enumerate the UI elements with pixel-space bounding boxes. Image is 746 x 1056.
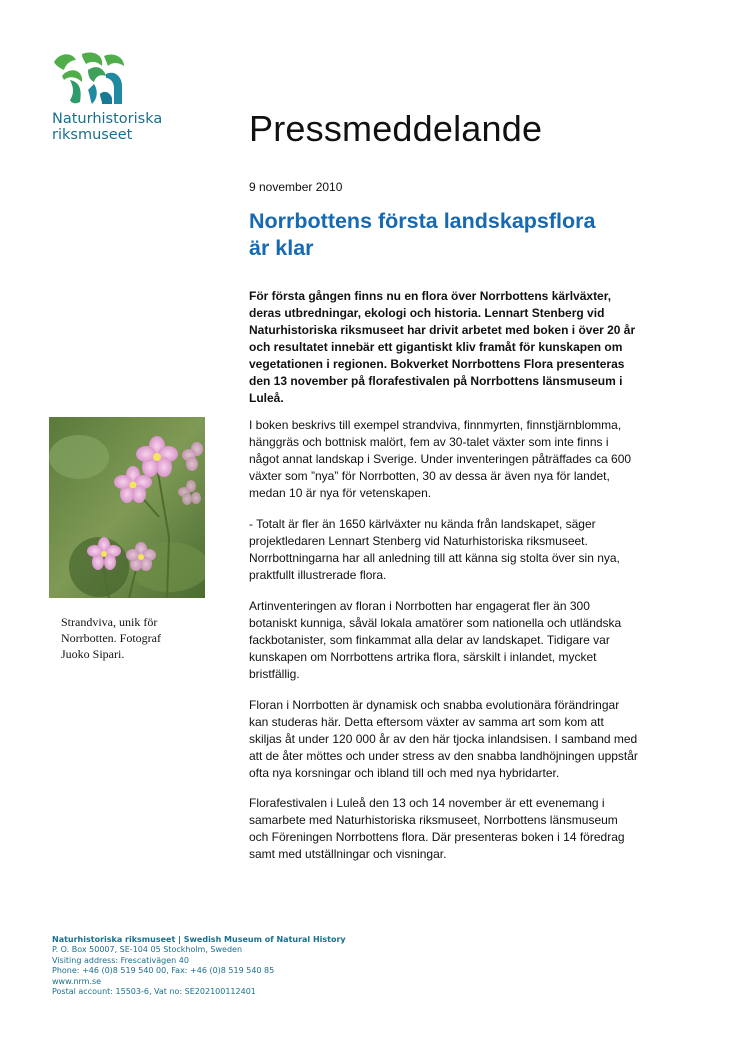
text-line: bristfällig. [249,667,300,681]
text-line: Naturhistoriska riksmuseet har drivit arbetet med boken i över 20 år [249,323,636,337]
body-paragraph [249,598,679,683]
text-line: samarbete med Naturhistoriska riksmuseet, Norrbottens länsmuseum [249,813,618,827]
text-line: fackbotanister, som finkammat alla delar av landskapet. Tidigare var [249,633,610,647]
headline-line: är klar [249,236,314,260]
text-line: praktfullt illustrerade flora. [249,568,387,582]
footer-line: Postal account: 15503-6, Vat no: SE202100112401 [52,987,256,997]
headline-line: Norrbottens första landskapsflora [249,209,596,233]
footer-line: P. O. Box 50007, SE-104 05 Stockholm, Sweden [52,945,243,955]
logo-name-line1: Naturhistoriska [52,111,163,127]
text-line: skiljas åt under 120 000 år av den här tjocka inlandsisen. I samband med [249,732,638,746]
text-line: kunskapen om Norrbottens artrika flora, särskilt i inlandet, mycket [249,650,597,664]
lead-paragraph [249,288,679,407]
nrm-logo-icon [52,50,128,108]
text-line: deras utbredningar, ekologi och historia. Lennart Stenberg vid [249,306,605,320]
footer-contact [52,935,346,997]
document-type-title: Pressmeddelande [249,108,543,149]
logo-wordmark [52,111,162,143]
headline [249,208,669,262]
text-line: ofta nya korsningar och ibland till och med nya hybridarter. [249,766,560,780]
text-line: Luleå. [249,391,284,405]
text-line: växter som ”nya” för Norrbotten, 30 av dessa är även nya för landet, [249,469,610,483]
text-line: vegetationen i regionen. Bokverket Norrbottens Flora presenteras [249,357,625,371]
body-paragraph [249,417,679,502]
logo-name-line2: riksmuseet [52,127,133,143]
footer-line: Phone: +46 (0)8 519 540 00, Fax: +46 (0)8 519 540 85 [52,966,275,976]
text-line: samt med utställningar och visningar. [249,847,447,861]
text-line: Floran i Norrbotten är dynamisk och snabba evolutionära förändringar [249,698,620,712]
caption-line: Juoko Sipari. [61,647,125,661]
text-line: kan studeras här. Detta eftersom växter av samma art som kom att [249,715,604,729]
text-line: hänggräs och bottnisk malört, fem av 30-talet växter som inte finns i [249,435,609,449]
text-line: den 13 november på florafestivalen på Norrbottens länsmuseum i [249,374,623,388]
text-line: medan 10 är nya för vetenskapen. [249,486,432,500]
text-line: att de åter möttes och under stress av den snabba landhöjningen uppstår [249,749,638,763]
strandviva-flower-photo [49,417,205,598]
text-line: I boken beskrivs till exempel strandviva, finnmyrten, finnstjärnblomma, [249,418,622,432]
text-line: - Totalt är fler än 1650 kärlväxter nu kända från landskapet, säger [249,517,596,531]
text-line: något annat landskap i Sverige. Under inventeringen påträffades ca 600 [249,452,632,466]
text-line: och resultatet innebär ett gigantiskt kliv framåt för kunskapen om [249,340,623,354]
caption-line: Norrbotten. Fotograf [61,631,161,645]
photo-caption [61,614,161,662]
body-paragraph [249,516,679,584]
body-paragraph [249,697,679,782]
text-line: För första gången finns nu en flora över Norrbottens kärlväxter, [249,289,612,303]
body-paragraph [249,795,679,863]
text-line: och Föreningen Norrbottens flora. Där presenteras boken i 14 föredrag [249,830,625,844]
text-line: Florafestivalen i Luleå den 13 och 14 november är ett evenemang i [249,796,605,810]
footer-line: Visiting address: Frescativägen 40 [52,955,189,965]
text-line: Norrbottningarna har all anledning till att känna sig stolta över sin nya, [249,551,620,565]
footer-link[interactable]: www.nrm.se [52,976,102,986]
release-date: 9 november 2010 [249,180,343,194]
footer-title: Naturhistoriska riksmuseet | Swedish Museum of Natural History [52,935,346,944]
text-line: projektledaren Lennart Stenberg vid Naturhistoriska riksmuseet. [249,534,588,548]
caption-line: Strandviva, unik för [61,615,158,629]
text-line: Artinventeringen av floran i Norrbotten har engagerat fler än 300 [249,599,590,613]
text-line: botaniskt kunniga, såväl lokala amatörer som nationella och utländska [249,616,622,630]
